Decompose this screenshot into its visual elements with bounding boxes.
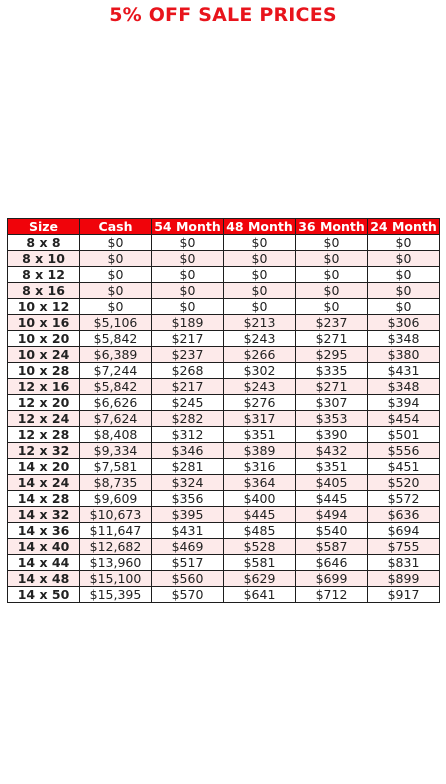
cell-54-month: $217: [152, 379, 224, 395]
cell-24-month: $917: [368, 587, 440, 603]
cell-36-month: $712: [296, 587, 368, 603]
cell-24-month: $636: [368, 507, 440, 523]
cell-54-month: $268: [152, 363, 224, 379]
table-row: [8, 379, 440, 395]
cell-48-month: $0: [224, 283, 296, 299]
table-row: [8, 475, 440, 491]
cell-48-month: $528: [224, 539, 296, 555]
cell-cash: $9,609: [80, 491, 152, 507]
cell-cash: $7,624: [80, 411, 152, 427]
header-36-month: 36 Month: [296, 219, 368, 235]
cell-cash: $0: [80, 235, 152, 251]
cell-36-month: $0: [296, 299, 368, 315]
cell-36-month: $587: [296, 539, 368, 555]
price-table: [7, 218, 440, 603]
table-row: [8, 427, 440, 443]
cell-24-month: $0: [368, 235, 440, 251]
cell-24-month: $394: [368, 395, 440, 411]
cell-size: 12 x 16: [8, 379, 80, 395]
cell-54-month: $312: [152, 427, 224, 443]
cell-cash: $10,673: [80, 507, 152, 523]
cell-24-month: $0: [368, 251, 440, 267]
cell-48-month: $351: [224, 427, 296, 443]
cell-24-month: $454: [368, 411, 440, 427]
cell-size: 14 x 48: [8, 571, 80, 587]
cell-size: 14 x 20: [8, 459, 80, 475]
table-row: [8, 523, 440, 539]
table-row: [8, 507, 440, 523]
cell-24-month: $556: [368, 443, 440, 459]
header-24-month: 24 Month: [368, 219, 440, 235]
table-row: [8, 459, 440, 475]
table-row: [8, 571, 440, 587]
cell-54-month: $356: [152, 491, 224, 507]
cell-size: 8 x 16: [8, 283, 80, 299]
cell-cash: $15,100: [80, 571, 152, 587]
cell-54-month: $517: [152, 555, 224, 571]
table-row: [8, 443, 440, 459]
cell-cash: $6,626: [80, 395, 152, 411]
cell-54-month: $0: [152, 267, 224, 283]
cell-24-month: $520: [368, 475, 440, 491]
cell-48-month: $364: [224, 475, 296, 491]
cell-size: 8 x 10: [8, 251, 80, 267]
cell-24-month: $348: [368, 331, 440, 347]
cell-54-month: $237: [152, 347, 224, 363]
cell-36-month: $0: [296, 251, 368, 267]
cell-48-month: $243: [224, 379, 296, 395]
table-row: [8, 251, 440, 267]
cell-36-month: $353: [296, 411, 368, 427]
cell-24-month: $572: [368, 491, 440, 507]
cell-size: 10 x 12: [8, 299, 80, 315]
cell-48-month: $213: [224, 315, 296, 331]
cell-48-month: $0: [224, 235, 296, 251]
cell-cash: $5,106: [80, 315, 152, 331]
cell-54-month: $346: [152, 443, 224, 459]
cell-24-month: $431: [368, 363, 440, 379]
table-row: [8, 539, 440, 555]
cell-cash: $0: [80, 283, 152, 299]
cell-size: 14 x 32: [8, 507, 80, 523]
cell-54-month: $431: [152, 523, 224, 539]
cell-36-month: $271: [296, 379, 368, 395]
cell-24-month: $899: [368, 571, 440, 587]
cell-48-month: $629: [224, 571, 296, 587]
cell-24-month: $694: [368, 523, 440, 539]
cell-cash: $8,408: [80, 427, 152, 443]
cell-54-month: $469: [152, 539, 224, 555]
cell-24-month: $348: [368, 379, 440, 395]
cell-size: 8 x 12: [8, 267, 80, 283]
cell-48-month: $302: [224, 363, 296, 379]
cell-48-month: $266: [224, 347, 296, 363]
table-row: [8, 267, 440, 283]
cell-size: 14 x 50: [8, 587, 80, 603]
cell-cash: $9,334: [80, 443, 152, 459]
cell-cash: $6,389: [80, 347, 152, 363]
cell-24-month: $0: [368, 283, 440, 299]
cell-54-month: $281: [152, 459, 224, 475]
cell-24-month: $831: [368, 555, 440, 571]
cell-size: 14 x 24: [8, 475, 80, 491]
cell-cash: $12,682: [80, 539, 152, 555]
cell-size: 14 x 40: [8, 539, 80, 555]
cell-48-month: $243: [224, 331, 296, 347]
cell-24-month: $380: [368, 347, 440, 363]
cell-48-month: $581: [224, 555, 296, 571]
table-header-row: [8, 219, 440, 235]
cell-36-month: $699: [296, 571, 368, 587]
cell-size: 8 x 8: [8, 235, 80, 251]
cell-54-month: $245: [152, 395, 224, 411]
cell-36-month: $295: [296, 347, 368, 363]
cell-48-month: $276: [224, 395, 296, 411]
table-body: [8, 235, 440, 603]
cell-54-month: $282: [152, 411, 224, 427]
cell-48-month: $389: [224, 443, 296, 459]
cell-54-month: $324: [152, 475, 224, 491]
table-row: [8, 283, 440, 299]
cell-size: 10 x 24: [8, 347, 80, 363]
cell-cash: $7,581: [80, 459, 152, 475]
cell-cash: $15,395: [80, 587, 152, 603]
cell-size: 12 x 24: [8, 411, 80, 427]
page-title: 5% OFF SALE PRICES: [109, 4, 337, 26]
cell-36-month: $405: [296, 475, 368, 491]
cell-size: 10 x 28: [8, 363, 80, 379]
cell-36-month: $390: [296, 427, 368, 443]
cell-size: 12 x 28: [8, 427, 80, 443]
table-row: [8, 331, 440, 347]
cell-36-month: $445: [296, 491, 368, 507]
cell-54-month: $0: [152, 235, 224, 251]
cell-54-month: $395: [152, 507, 224, 523]
header-54-month: 54 Month: [152, 219, 224, 235]
cell-54-month: $0: [152, 299, 224, 315]
cell-48-month: $400: [224, 491, 296, 507]
cell-48-month: $0: [224, 267, 296, 283]
cell-cash: $7,244: [80, 363, 152, 379]
cell-36-month: $0: [296, 235, 368, 251]
cell-54-month: $0: [152, 251, 224, 267]
cell-36-month: $237: [296, 315, 368, 331]
table-row: [8, 555, 440, 571]
cell-54-month: $189: [152, 315, 224, 331]
cell-48-month: $485: [224, 523, 296, 539]
table-row: [8, 347, 440, 363]
cell-24-month: $0: [368, 299, 440, 315]
cell-54-month: $217: [152, 331, 224, 347]
cell-48-month: $316: [224, 459, 296, 475]
cell-cash: $5,842: [80, 379, 152, 395]
cell-size: 14 x 44: [8, 555, 80, 571]
header-cash: Cash: [80, 219, 152, 235]
cell-36-month: $432: [296, 443, 368, 459]
table-row: [8, 411, 440, 427]
cell-size: 10 x 16: [8, 315, 80, 331]
cell-cash: $8,735: [80, 475, 152, 491]
cell-cash: $11,647: [80, 523, 152, 539]
cell-36-month: $271: [296, 331, 368, 347]
cell-24-month: $0: [368, 267, 440, 283]
cell-36-month: $307: [296, 395, 368, 411]
cell-size: 14 x 28: [8, 491, 80, 507]
cell-size: 12 x 20: [8, 395, 80, 411]
cell-36-month: $335: [296, 363, 368, 379]
cell-cash: $0: [80, 267, 152, 283]
cell-24-month: $451: [368, 459, 440, 475]
table-row: [8, 363, 440, 379]
cell-cash: $0: [80, 299, 152, 315]
cell-cash: $0: [80, 251, 152, 267]
cell-cash: $5,842: [80, 331, 152, 347]
table-row: [8, 491, 440, 507]
cell-48-month: $0: [224, 251, 296, 267]
cell-36-month: $494: [296, 507, 368, 523]
cell-36-month: $646: [296, 555, 368, 571]
header-48-month: 48 Month: [224, 219, 296, 235]
cell-cash: $13,960: [80, 555, 152, 571]
table-row: [8, 587, 440, 603]
cell-54-month: $0: [152, 283, 224, 299]
cell-24-month: $755: [368, 539, 440, 555]
cell-36-month: $540: [296, 523, 368, 539]
cell-48-month: $0: [224, 299, 296, 315]
cell-36-month: $351: [296, 459, 368, 475]
cell-24-month: $501: [368, 427, 440, 443]
table-row: [8, 235, 440, 251]
cell-54-month: $570: [152, 587, 224, 603]
table-row: [8, 395, 440, 411]
cell-36-month: $0: [296, 267, 368, 283]
table-row: [8, 315, 440, 331]
cell-size: 14 x 36: [8, 523, 80, 539]
cell-54-month: $560: [152, 571, 224, 587]
cell-size: 12 x 32: [8, 443, 80, 459]
header-size: Size: [8, 219, 80, 235]
cell-24-month: $306: [368, 315, 440, 331]
cell-size: 10 x 20: [8, 331, 80, 347]
cell-48-month: $317: [224, 411, 296, 427]
cell-48-month: $445: [224, 507, 296, 523]
cell-36-month: $0: [296, 283, 368, 299]
cell-48-month: $641: [224, 587, 296, 603]
table-row: [8, 299, 440, 315]
